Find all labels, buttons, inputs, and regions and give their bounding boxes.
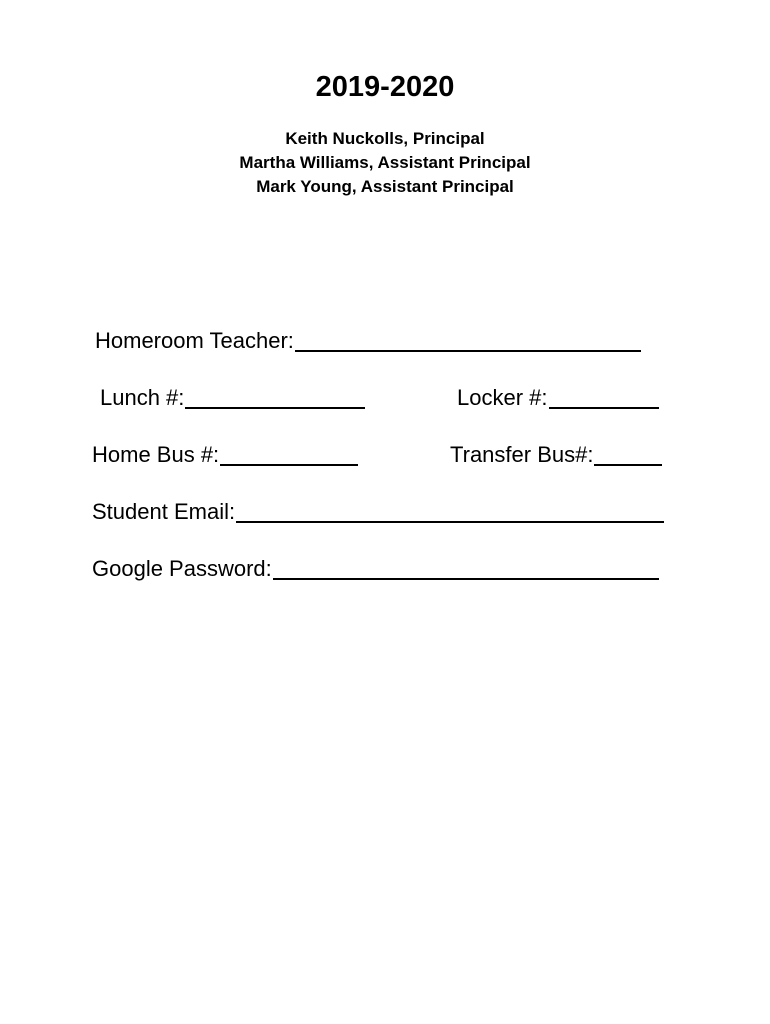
staff-list (0, 127, 770, 199)
homeroom-teacher-label: Homeroom Teacher: (95, 328, 294, 353)
google-password-field[interactable] (273, 554, 659, 580)
lunch-row (100, 383, 365, 412)
locker-label: Locker #: (457, 385, 548, 410)
staff-principal: Keith Nuckolls, Principal (285, 129, 485, 148)
student-email-row (92, 497, 664, 526)
school-year-title: 2019-2020 (315, 71, 455, 103)
google-password-row (92, 554, 659, 583)
home-bus-label: Home Bus #: (92, 442, 220, 467)
homeroom-teacher-field[interactable] (295, 326, 641, 352)
lunch-label: Lunch #: (100, 385, 185, 410)
locker-row (457, 383, 659, 412)
student-email-label: Student Email: (92, 499, 236, 524)
locker-number-field[interactable] (549, 383, 659, 409)
homeroom-teacher-row (95, 326, 641, 355)
transfer-bus-label: Transfer Bus#: (450, 442, 594, 467)
google-password-label: Google Password: (92, 556, 272, 581)
transfer-bus-row (450, 440, 662, 469)
transfer-bus-number-field[interactable] (594, 440, 662, 466)
student-email-field[interactable] (236, 497, 664, 523)
lunch-number-field[interactable] (185, 383, 365, 409)
home-bus-row (92, 440, 358, 469)
home-bus-number-field[interactable] (220, 440, 358, 466)
staff-assistant-principal-2: Mark Young, Assistant Principal (256, 177, 514, 196)
staff-assistant-principal-1: Martha Williams, Assistant Principal (239, 153, 531, 172)
